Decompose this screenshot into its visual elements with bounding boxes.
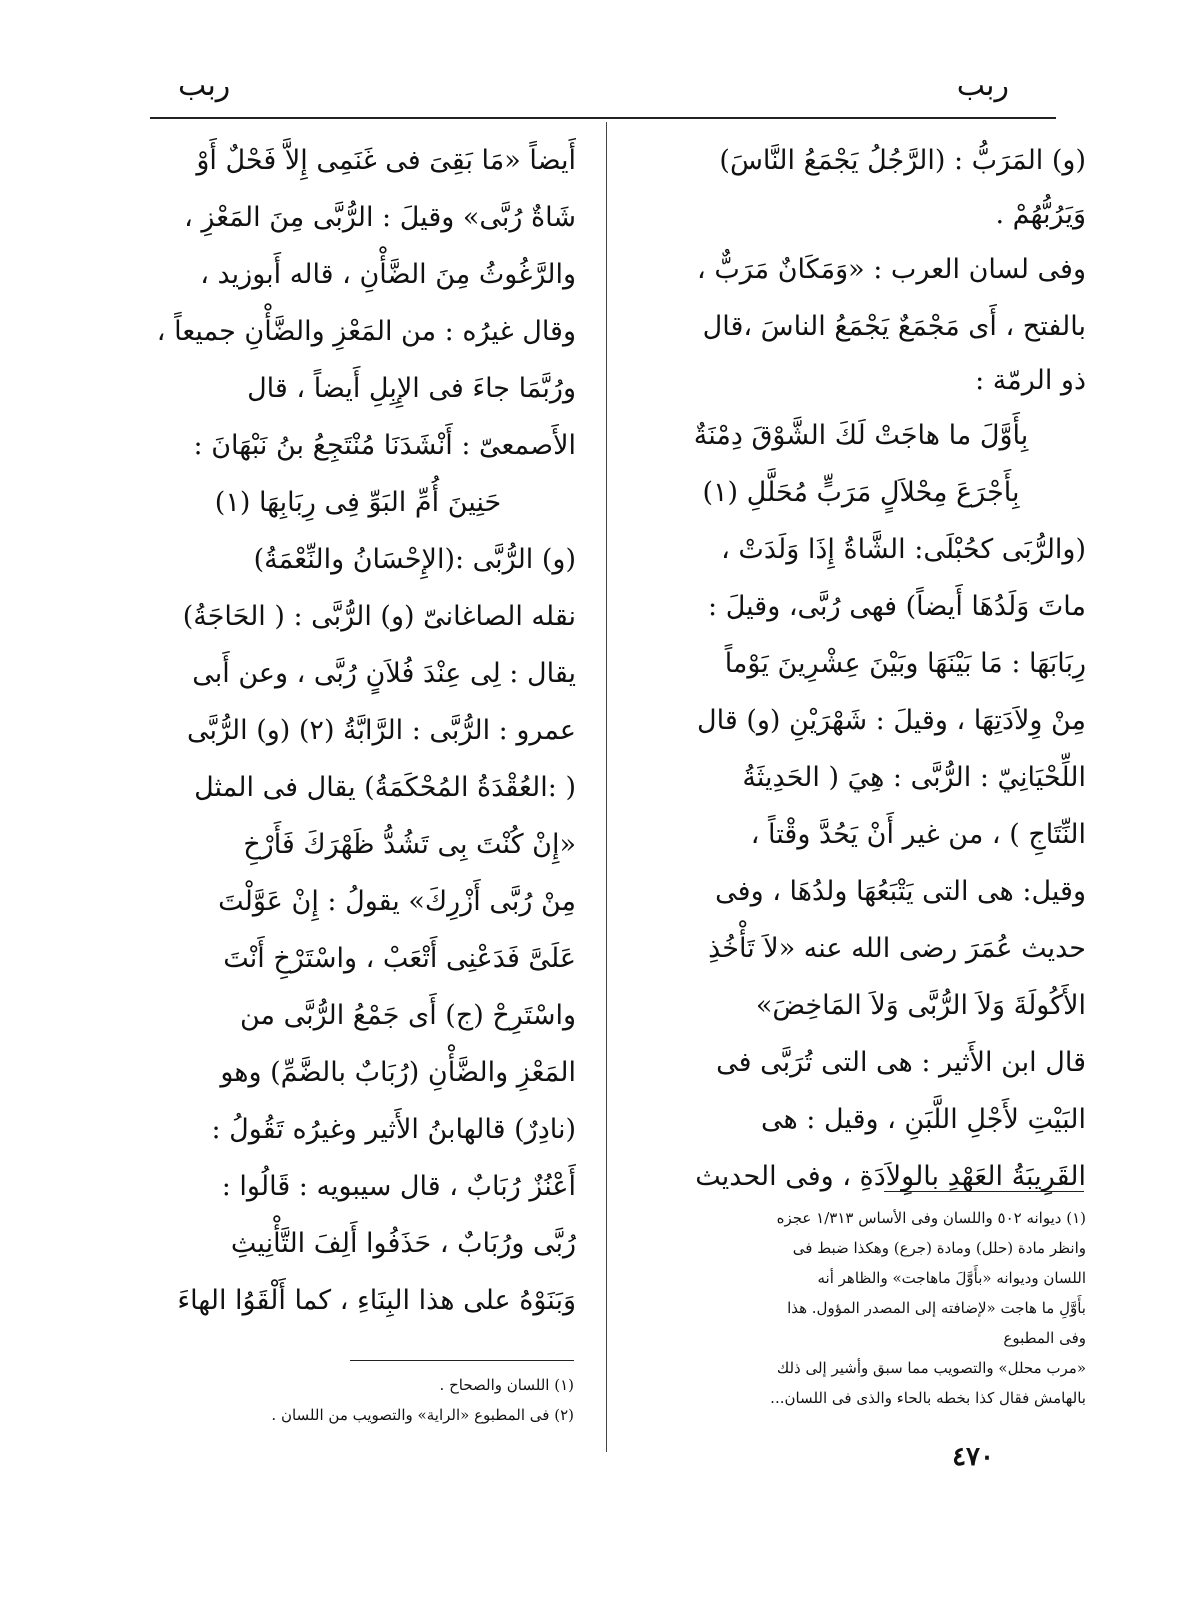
text-line: يقال : لِى عِنْدَ فُلاَنٍ رُبَّى ، وعن أَبى xyxy=(192,658,576,689)
text-line: رِبَابَهَا : مَا بَيْنَهَا وبَيْنَ عِشْرِينَ يَوْماً xyxy=(724,648,1086,679)
right-column xyxy=(636,132,1086,1205)
text-line: أَيضاً «مَا بَقِىَ فى غَنَمِى إِلاَّ فَحْلٌ أَوْ xyxy=(196,145,576,176)
footnote-rule-left xyxy=(350,1360,574,1361)
text-line: وقيل: هى التى يَتْبَعُهَا ولدُهَا ، وفى xyxy=(715,876,1086,907)
text-line: (و) المَرَبُّ : (الرَّجُلُ يَجْمَعُ النَّاسَ) xyxy=(719,145,1086,176)
text-line: رُبَّى ورُبَابٌ ، حَذَفُوا أَلِفَ التَّأْنِيثِ xyxy=(230,1228,576,1259)
text-line: الأَصمعىّ : أَنْشَدَنَا مُنْتَجِعُ بنُ نَبْهَانَ : xyxy=(193,430,576,461)
footnotes-left xyxy=(200,1370,574,1430)
running-head-left: ربب xyxy=(178,68,231,103)
text-line: وفى لسان العرب : «وَمَكَانٌ مَرَبٌّ ، xyxy=(697,254,1086,285)
text-line: (والرُّبَى كحُبْلَى: الشَّاةُ إِذَا وَلَدَتْ ، xyxy=(721,534,1086,565)
footnote-line: بأَوَّلِ ما هاجت «لإضافته إلى المصدر المؤول. هذا xyxy=(787,1299,1086,1317)
text-line: وَيَرُبُّهُمْ . xyxy=(995,199,1086,230)
text-line: ( :العُقْدَةُ المُحْكَمَةُ) يقال فى المثل xyxy=(194,772,576,803)
text-line: حديث عُمَرَ رضى الله عنه «لاَ تَأْخُذِ xyxy=(708,933,1086,964)
text-line: النِّتَاجِ ) ، من غير أَنْ يَحُدَّ وقْتاً ، xyxy=(750,819,1086,850)
footnote-line: (٢) فى المطبوع «الراية» والتصويب من اللسان . xyxy=(271,1406,574,1424)
footnote-line: «مرب محلل» والتصويب مما سبق وأشير إلى ذلك xyxy=(776,1359,1086,1377)
text-line: شَاةٌ رُبَّى» وقيلَ : الرُّبَّى مِنَ المَعْزِ ، xyxy=(184,202,576,233)
footnote-line: (١) ديوانه ٥٠٢ واللسان وفى الأساس ١/٣١٣ عجزه xyxy=(776,1209,1086,1227)
column-divider xyxy=(606,122,607,1452)
text-line: والرَّغُوثُ مِنَ الضَّأْنِ ، قاله أَبوزيد ، xyxy=(200,259,576,290)
text-line: ماتَ وَلَدُهَا أَيضاً) فهى رُبَّى، وقيلَ : xyxy=(708,591,1086,622)
text-line: قال ابن الأَثير : هى التى تُرَبَّى فى xyxy=(716,1047,1086,1078)
text-line: (و) الرُّبَّى :(الإِحْسَانُ والنِّعْمَةُ) xyxy=(253,544,576,575)
text-line: ذو الرمّة : xyxy=(975,365,1086,396)
text-line: مِنْ وِلاَدَتِهَا ، وقيلَ : شَهْرَيْنِ (و) قال xyxy=(697,705,1086,736)
left-column xyxy=(140,132,576,1329)
text-line: اللِّحْيَانِيّ : الرُّبَّى : هِيَ ( الحَدِيثَةُ xyxy=(742,762,1086,793)
text-line: المَعْزِ والضَّأْنِ (رُبَابٌ بالضَّمِّ) وهو xyxy=(220,1057,576,1088)
text-line: عَلَىَّ فَدَعْنِى أَتْعَبْ ، واسْتَرْخِ أَنْتَ xyxy=(223,943,576,974)
text-line: الأَكُولَةَ وَلاَ الرُّبَّى وَلاَ المَاخِضَ» xyxy=(755,990,1086,1021)
text-line: البَيْتِ لأَجْلِ اللَّبَنِ ، وقيل : هى xyxy=(760,1104,1086,1135)
text-line: وقال غيرُه : من المَعْزِ والضَّأْنِ جميعاً ، xyxy=(156,316,576,347)
text-line: عمرو : الرُّبَّى : الرَّابَّةُ (٢) (و) الرُّبَّى xyxy=(186,715,576,746)
header-rule xyxy=(150,117,1056,119)
text-line: بالفتح ، أَى مَجْمَعٌ يَجْمَعُ الناسَ ،قال xyxy=(702,311,1086,342)
footnote-line: اللسان وديوانه «بأَوَّلَ ماهاجت» والظاهر أنه xyxy=(817,1269,1086,1287)
footnote-line: وانظر مادة (حلل) ومادة (جرع) وهكذا ضبط فى xyxy=(792,1239,1086,1257)
text-line: القَرِيبَةُ العَهْدِ بالوِلاَدَةِ ، وفى الحديث xyxy=(695,1161,1086,1192)
footnotes-right xyxy=(636,1203,1086,1413)
text-line: واسْتَرِحْ (ج) أَى جَمْعُ الرُّبَّى من xyxy=(239,1000,576,1031)
verse-line: بِأَجْرَعَ مِحْلاَلٍ مَرَبٍّ مُحَلَّلِ (١) xyxy=(702,477,1020,508)
running-head-right: ربب xyxy=(956,68,1009,103)
page-number: ٤٧٠ xyxy=(952,1442,994,1472)
footnote-rule-right xyxy=(884,1191,1084,1192)
text-line: نقله الصاغانىّ (و) الرُّبَّى : ( الحَاجَةُ) xyxy=(182,601,576,632)
text-line: أَعْنُزٌ رُبَابٌ ، قال سيبويه : قَالُوا : xyxy=(221,1171,576,1202)
text-line: «إِنْ كُنْتَ بِى تَشُدُّ ظَهْرَكَ فَأَرْخِ xyxy=(243,829,576,860)
footnote-line: (١) اللسان والصحاح . xyxy=(439,1376,574,1394)
text-line: مِنْ رُبَّى أَزْرِكَ» يقولُ : إِنْ عَوَّلْتَ xyxy=(218,886,576,917)
text-line: ورُبَّمَا جاءَ فى الإِبِلِ أَيضاً ، قال xyxy=(247,373,576,404)
footnote-line: وفى المطبوع xyxy=(1003,1329,1086,1347)
text-line: وَبَنَوْهُ على هذا البِنَاءِ ، كما أَلْقَوُا الهاءَ xyxy=(177,1285,576,1316)
text-line: (نادِرٌ) قالهابنُ الأَثير وغيرُه تَقُولُ : xyxy=(211,1114,576,1145)
verse-line: بِأَوَّلَ ما هاجَتْ لَكَ الشَّوْقَ دِمْنَةٌ xyxy=(693,420,1029,451)
footnote-line: بالهامش فقال كذا بخطه بالحاء والذى فى اللسان... xyxy=(770,1389,1086,1407)
verse-line: حَنِينَ أُمِّ البَوِّ فِى رِبَابِهَا (١) xyxy=(214,487,502,518)
